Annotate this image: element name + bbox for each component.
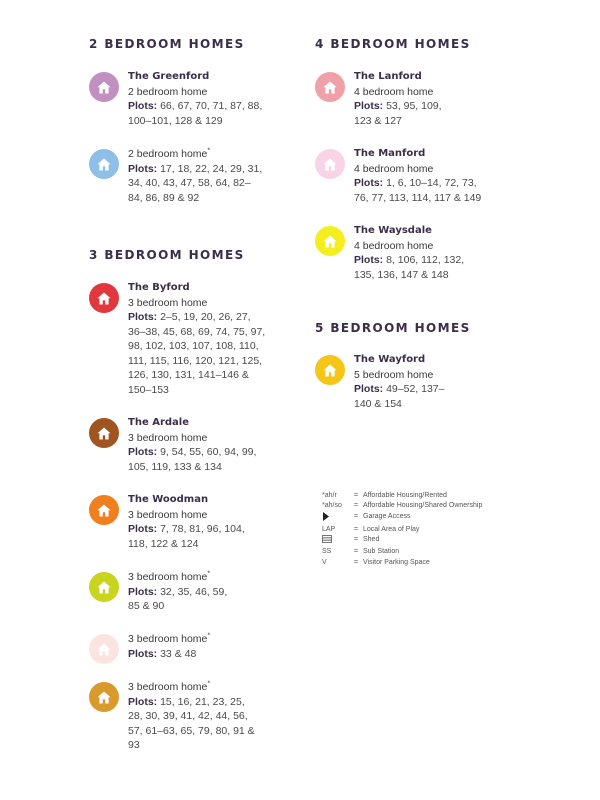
legend-desc: Visitor Parking Space — [363, 558, 430, 566]
plots-label: Plots: — [128, 647, 158, 660]
house-icon — [89, 495, 119, 525]
section-5-bedroom — [315, 321, 471, 335]
legend-eq: = — [354, 492, 359, 499]
home-desc: 2 bedroom home — [128, 85, 208, 98]
house-icon — [315, 226, 345, 256]
house-icon — [89, 418, 119, 448]
home-desc: 4 bedroom home — [354, 239, 434, 252]
plots-value: 53, 95, 109, 123 & 127 — [354, 100, 442, 127]
legend-code: *ah/r — [322, 492, 337, 499]
house-glyph — [323, 81, 337, 94]
house-icon — [315, 72, 345, 102]
home-desc: 3 bedroom home — [128, 296, 208, 309]
legend-desc: Garage Access — [363, 512, 411, 520]
plots-value: 15, 16, 21, 23, 25, 28, 30, 39, 41, 42, 44, 56, 57, 61–63, 65, 79, 80, 91 & 93 — [128, 695, 255, 751]
legend-eq: = — [354, 536, 359, 544]
plots-label: Plots: — [128, 100, 158, 112]
home-desc: 2 bedroom home — [128, 148, 208, 160]
plots-label: Plots: — [128, 523, 158, 535]
home-name: The Greenford — [128, 71, 210, 82]
legend-row — [322, 491, 482, 501]
home-desc: 4 bedroom home — [354, 162, 434, 175]
house-icon — [315, 355, 345, 385]
house-glyph — [97, 581, 111, 594]
home-name: The Byford — [128, 282, 190, 293]
legend-desc: Affordable Housing/Shared Ownership — [363, 502, 483, 510]
plots-value: 33 & 48 — [160, 647, 197, 660]
house-glyph — [323, 364, 337, 377]
section-2-bedroom — [89, 37, 245, 51]
house-glyph — [323, 158, 337, 171]
legend-eq: = — [354, 502, 359, 510]
house-glyph — [97, 158, 111, 171]
plots-label: Plots: — [128, 446, 158, 458]
legend-row — [322, 547, 482, 557]
legend-eq: = — [354, 512, 359, 520]
plots-value: 8, 106, 112, 132, 135, 136, 147 & 148 — [354, 254, 465, 281]
plots-label: Plots: — [354, 177, 384, 189]
home-name: The Wayford — [354, 354, 426, 365]
home-name: The Woodman — [128, 494, 209, 505]
legend-row — [322, 558, 482, 568]
plots-label: Plots: — [128, 162, 158, 175]
legend-desc: Affordable Housing/Rented — [363, 492, 447, 499]
plots-label: Plots: — [128, 585, 158, 598]
legend-row — [322, 525, 482, 535]
house-glyph — [97, 427, 111, 440]
house-icon — [89, 572, 119, 602]
affordable-marker: * — [207, 680, 211, 688]
house-glyph — [97, 292, 111, 305]
plots-label: Plots: — [128, 311, 158, 323]
plots-value: 32, 35, 46, 59, 85 & 90 — [128, 585, 228, 612]
plots-label: Plots: — [354, 383, 384, 395]
plots-value: 66, 67, 70, 71, 87, 88, 100–101, 128 & 129 — [128, 100, 263, 127]
section-title: 5 BEDROOM HOMES — [315, 321, 471, 335]
home-name: The Manford — [354, 148, 426, 159]
plots-label: Plots: — [354, 100, 384, 112]
plots-value: 1, 6, 10–14, 72, 73, 76, 77, 113, 114, 117 & 149 — [354, 177, 482, 204]
home-desc: 3 bedroom home — [128, 633, 208, 645]
home-desc: 3 bedroom home — [128, 681, 208, 693]
house-glyph — [97, 81, 111, 94]
home-desc: 5 bedroom home — [354, 368, 434, 381]
plots-value: 2–5, 19, 20, 26, 27, 36–38, 45, 68, 69, 74, 75, 97, 98, 102, 103, 107, 108, 110, 111, 115, 116, 120, 121, 125, 126, 130, 131, 141–146 & 150–153 — [128, 311, 266, 396]
legend-eq: = — [354, 525, 359, 533]
legend-code: SS — [322, 548, 332, 556]
legend-code: LAP — [322, 525, 336, 533]
affordable-marker: * — [207, 570, 211, 578]
house-glyph — [97, 643, 111, 656]
legend — [322, 491, 482, 568]
house-icon — [89, 682, 119, 712]
house-icon — [89, 149, 119, 179]
affordable-marker: * — [207, 632, 211, 640]
affordable-marker: * — [207, 147, 211, 155]
house-icon — [89, 634, 119, 664]
house-glyph — [323, 235, 337, 248]
legend-desc: Local Area of Play — [363, 525, 420, 533]
legend-desc: Shed — [363, 536, 380, 544]
home-desc: 4 bedroom home — [354, 85, 434, 98]
home-desc: 3 bedroom home — [128, 571, 208, 583]
legend-desc: Sub Station — [363, 548, 400, 556]
plots-label: Plots: — [128, 695, 158, 708]
house-icon — [89, 72, 119, 102]
house-icon — [315, 149, 345, 179]
legend-row — [322, 501, 482, 511]
house-icon — [89, 283, 119, 313]
legend-code: *ah/so — [322, 502, 342, 510]
plots-value: 7, 78, 81, 96, 104, 118, 122 & 124 — [128, 523, 245, 550]
legend-eq: = — [354, 548, 359, 556]
section-title: 2 BEDROOM HOMES — [89, 37, 245, 51]
legend-row — [322, 512, 482, 525]
shed-hatch-icon — [322, 535, 354, 547]
home-name: The Ardale — [128, 417, 189, 428]
home-name: The Waysdale — [354, 225, 432, 236]
legend-code: V — [322, 558, 327, 566]
legend-eq: = — [354, 558, 359, 566]
home-name: The Lanford — [354, 71, 422, 82]
house-glyph — [97, 691, 111, 704]
garage-access-arrow-icon — [322, 512, 354, 525]
section-title: 4 BEDROOM HOMES — [315, 37, 471, 51]
home-desc: 3 bedroom home — [128, 508, 208, 521]
section-3-bedroom — [89, 248, 245, 262]
section-title: 3 BEDROOM HOMES — [89, 248, 245, 262]
plots-value: 17, 18, 22, 24, 29, 31, 34, 40, 43, 47, 58, 64, 82–84, 86, 89 & 92 — [128, 162, 263, 204]
section-4-bedroom — [315, 37, 471, 51]
plots-value: 49–52, 137–140 & 154 — [354, 383, 445, 410]
legend-row — [322, 535, 482, 547]
home-desc: 3 bedroom home — [128, 431, 208, 444]
plots-value: 9, 54, 55, 60, 94, 99, 105, 119, 133 & 134 — [128, 446, 257, 473]
plots-label: Plots: — [354, 254, 384, 266]
house-glyph — [97, 504, 111, 517]
